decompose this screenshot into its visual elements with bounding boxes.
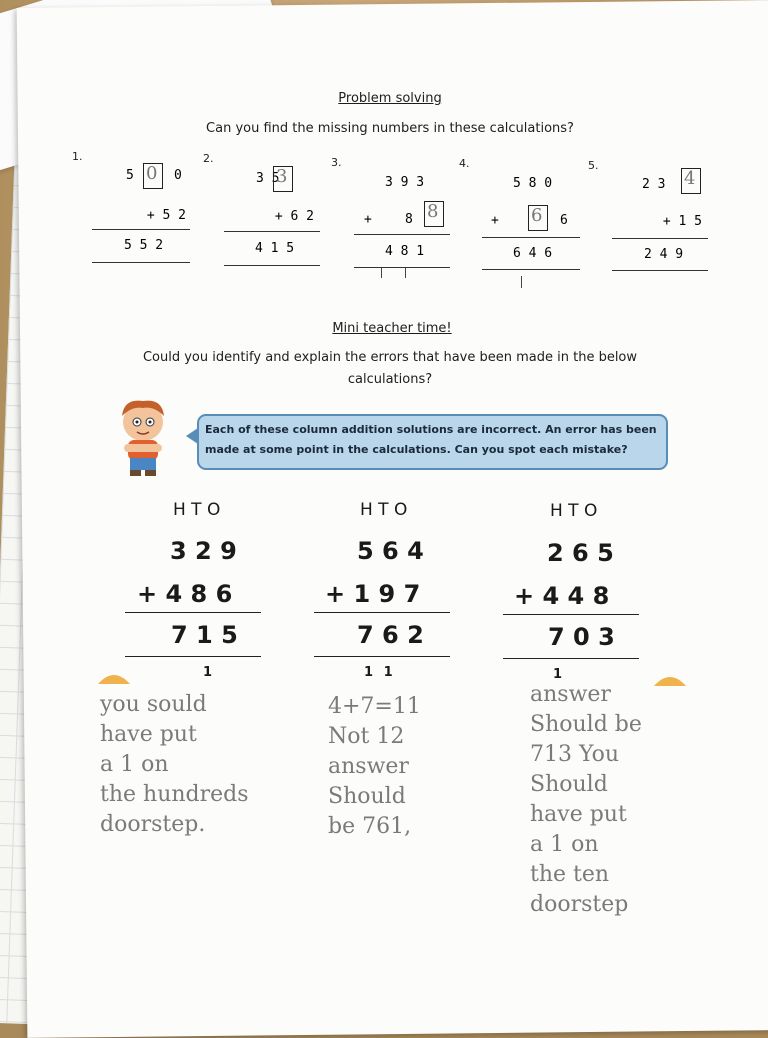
problem-4-rule	[482, 237, 580, 238]
speech-line2: made at some point in the calculations. Can you spot each mistake?	[205, 443, 628, 456]
problem-4-result: 6 4 6	[513, 246, 553, 261]
problem-3-carry-mark-2	[405, 268, 406, 278]
problem-4-number: 4.	[459, 157, 470, 170]
problem-3-rule	[354, 234, 450, 235]
problem-solving-title: Problem solving	[338, 91, 442, 106]
answer-3-line: doorstep	[530, 892, 629, 917]
problem-1-top-a: 5	[126, 168, 134, 183]
answer-1-line: the hundreds	[100, 782, 249, 807]
speech-line1: Each of these column addition solutions are incorrect. An error has been	[205, 423, 657, 436]
problem-5-rule-bottom	[612, 270, 708, 271]
problem-2-addend: + 6 2	[274, 209, 314, 224]
column-3-rule-bottom	[503, 658, 639, 659]
missing-numbers-question: Can you find the missing numbers in these calculations?	[206, 121, 574, 136]
answer-2-line: Should	[328, 784, 406, 809]
answer-2-handwriting	[328, 692, 421, 842]
problem-4-carry-mark	[521, 276, 522, 288]
problem-3-number: 3.	[331, 156, 342, 169]
problem-1-rule-bottom	[92, 262, 190, 263]
answer-2-line: 4+7=11	[328, 694, 421, 719]
problem-4-ones: 6	[560, 213, 568, 228]
column-1-hto-header: H T O	[173, 500, 221, 520]
answer-2-line: answer	[328, 754, 409, 779]
problem-5-addend: + 1 5	[662, 214, 702, 229]
answer-2-line: be 761,	[328, 814, 412, 839]
column-1-addend: + 4 8 6	[137, 580, 233, 608]
problem-3-addend: 8	[405, 212, 413, 227]
problem-2-filled-digit: 3	[276, 166, 288, 187]
problem-3-top: 3 9 3	[385, 175, 425, 190]
column-1-rule-bottom	[125, 656, 261, 657]
column-3-result: 7 0 3	[548, 623, 615, 651]
column-1-rule	[125, 612, 261, 613]
answer-3-line: a 1 on	[530, 832, 599, 857]
answer-3-line: 713 You	[530, 742, 620, 767]
problem-1-top-b: 0	[174, 168, 182, 183]
problem-3-carry-mark-1	[381, 268, 382, 278]
doorstep-icon-right	[652, 668, 688, 688]
column-2-addend: + 1 9 7	[325, 580, 421, 608]
column-2-top: 5 6 4	[357, 537, 424, 565]
problem-4-filled-digit: 6	[531, 205, 543, 226]
column-3-addend: + 4 4 8	[514, 582, 610, 610]
problem-3-result: 4 8 1	[385, 244, 425, 259]
problem-2-result: 4 1 5	[255, 241, 295, 256]
problem-3-filled-digit: 8	[427, 201, 439, 222]
cartoon-boy-illustration	[110, 396, 176, 478]
answer-1-line: doorstep.	[100, 812, 206, 837]
doorstep-icon	[96, 666, 132, 686]
column-2-result: 7 6 2	[357, 621, 424, 649]
answer-3-line: answer	[530, 682, 611, 707]
problem-2-top: 3 5	[256, 171, 280, 186]
mini-question-line2: calculations?	[347, 372, 433, 387]
problem-1-number: 1.	[72, 150, 83, 163]
column-3-hto-header: H T O	[550, 501, 598, 521]
problem-1-rule	[92, 229, 190, 230]
column-1-top: 3 2 9	[170, 537, 237, 565]
answer-1-line: a 1 on	[100, 752, 169, 777]
answer-3-line: Should be	[530, 712, 642, 737]
answer-1-line: have put	[100, 722, 197, 747]
column-2-rule	[314, 612, 450, 613]
problem-3-rule-bottom	[354, 267, 450, 268]
problem-1-addend: + 5 2	[146, 208, 186, 223]
answer-3-line: have put	[530, 802, 627, 827]
answer-1-handwriting	[100, 690, 249, 840]
column-1-carry: 1	[203, 665, 213, 680]
column-3-carry: 1	[553, 667, 563, 682]
mini-teacher-title: Mini teacher time!	[332, 321, 452, 336]
problem-5-top: 2 3	[642, 177, 666, 192]
problem-4-plus: +	[491, 213, 499, 228]
column-1-result: 7 1 5	[171, 621, 238, 649]
problem-5-number: 5.	[588, 159, 599, 172]
problem-5-filled-digit: 4	[684, 168, 696, 189]
column-2-rule-bottom	[314, 656, 450, 657]
problem-2-rule-bottom	[224, 265, 320, 266]
column-3-top: 2 6 5	[547, 539, 614, 567]
answer-1-line: you sould	[100, 692, 207, 717]
problem-4-rule-bottom	[482, 269, 580, 270]
answer-3-line: Should	[530, 772, 608, 797]
problem-2-rule	[224, 231, 320, 232]
problem-2-number: 2.	[203, 152, 214, 165]
column-2-carry: 1 1	[364, 665, 393, 680]
problem-4-top: 5 8 0	[513, 176, 553, 191]
answer-3-handwriting	[530, 680, 642, 920]
problem-5-result: 2 4 9	[644, 247, 684, 262]
problem-5-rule	[612, 238, 708, 239]
answer-3-line: the ten	[530, 862, 610, 887]
mini-question-line1: Could you identify and explain the errors that have been made in the below	[142, 350, 638, 365]
problem-3-plus: +	[364, 212, 372, 227]
column-2-hto-header: H T O	[360, 500, 408, 520]
problem-1-result: 5 5 2	[124, 238, 164, 253]
speech-bubble	[197, 414, 668, 470]
problem-1-filled-digit: 0	[146, 163, 158, 184]
column-3-rule	[503, 614, 639, 615]
answer-2-line: Not 12	[328, 724, 405, 749]
